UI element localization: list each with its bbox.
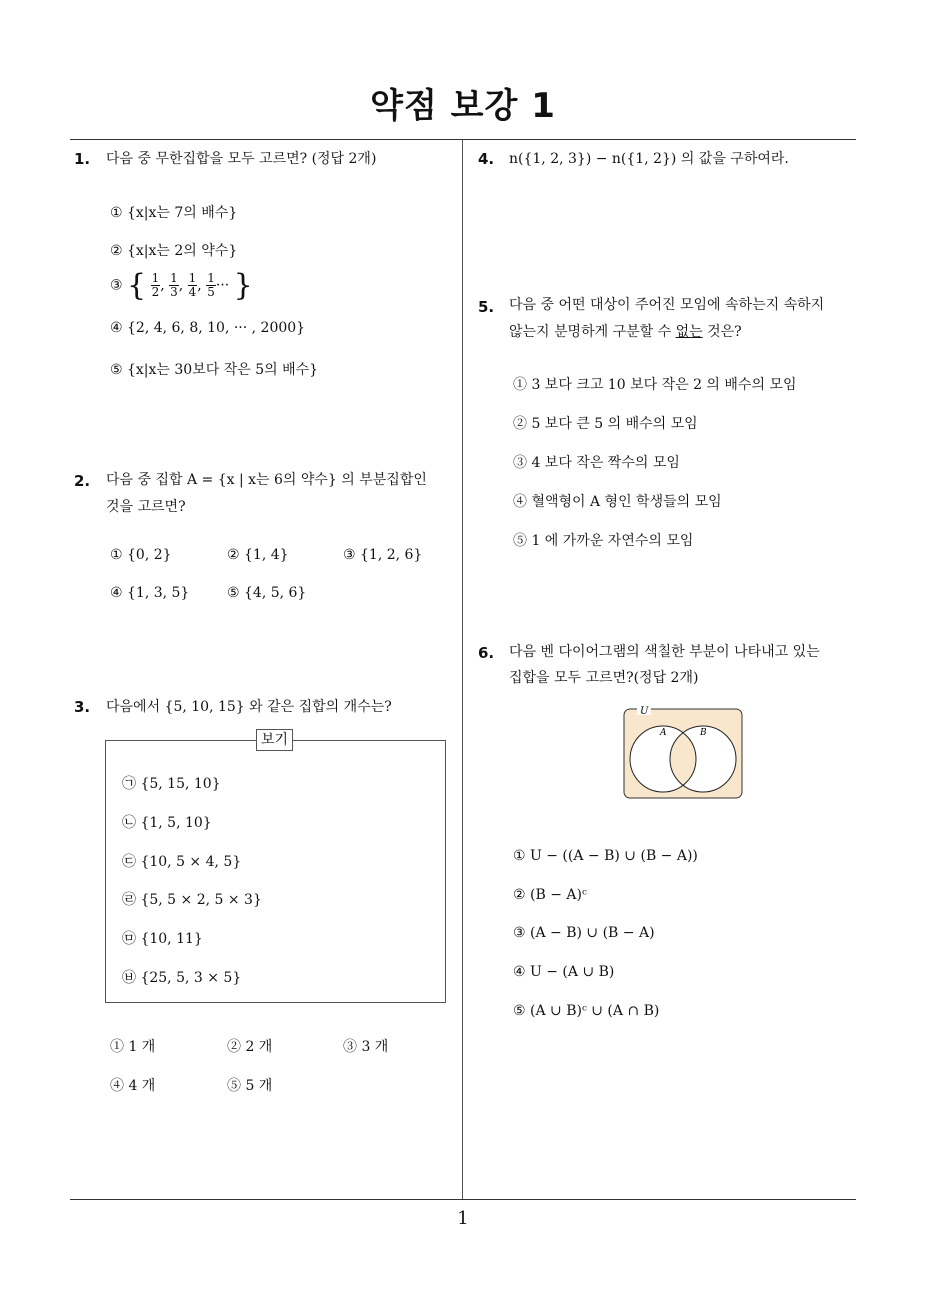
question-text: 다음 중 무한집합을 모두 고르면? (정답 2개) <box>106 151 377 167</box>
option-5[interactable]: ⑤ {x|x는 30보다 작은 5의 배수} <box>110 362 319 378</box>
option-3[interactable]: ③ 3 개 <box>343 1039 389 1055</box>
left-brace: { <box>127 268 147 303</box>
fraction: $\frac{1}{5}$ <box>207 271 215 299</box>
option-3[interactable]: ③ {1, 2, 6} <box>343 547 423 563</box>
option-5[interactable]: ⑤ 1 에 가까운 자연수의 모임 <box>513 533 694 549</box>
question-text-line-1: 다음 중 집합 A = {x | x는 6의 약수} 의 부분집합인 <box>106 472 427 488</box>
bottom-rule <box>70 1199 856 1200</box>
fraction: $\frac{1}{2}$ <box>151 271 160 299</box>
option-2[interactable]: ② 5 보다 큰 5 의 배수의 모임 <box>513 416 698 432</box>
option-5[interactable]: ⑤ 5 개 <box>227 1078 273 1094</box>
top-rule <box>70 139 856 140</box>
venn-b-label: B <box>700 728 707 738</box>
option-2[interactable]: ② (B − A)ᶜ <box>513 887 587 903</box>
option-1[interactable]: ① 1 개 <box>110 1039 156 1055</box>
question-number: 5. <box>478 298 495 316</box>
example-item: ㉤ {10, 11} <box>122 931 203 947</box>
venn-u-label: U <box>640 706 649 717</box>
example-item: ㉣ {5, 5 × 2, 5 × 3} <box>122 892 262 908</box>
question-text-line-2: 집합을 모두 고르면?(정답 2개) <box>509 670 699 686</box>
option-3[interactable]: ③ (A − B) ∪ (B − A) <box>513 925 655 941</box>
option-4[interactable]: ④ 4 개 <box>110 1078 156 1094</box>
option-4[interactable]: ④ {2, 4, 6, 8, 10, ··· , 2000} <box>110 320 306 336</box>
example-item: ㉡ {1, 5, 10} <box>122 815 212 831</box>
question-text-line-1: 다음 중 어떤 대상이 주어진 모임에 속하는지 속하지 <box>509 297 825 313</box>
question-text: n({1, 2, 3}) − n({1, 2}) 의 값을 구하여라. <box>509 151 789 167</box>
right-brace: } <box>233 268 253 303</box>
emphasis-underline: 없는 <box>675 324 703 340</box>
option-2[interactable]: ② 2 개 <box>227 1039 273 1055</box>
question-number: 2. <box>74 472 91 490</box>
option-2[interactable]: ② {1, 4} <box>227 547 289 563</box>
example-item: ㉢ {10, 5 × 4, 5} <box>122 854 242 870</box>
fraction: $\frac{1}{4}$ <box>188 271 197 299</box>
example-box-label: 보기 <box>256 729 293 751</box>
venn-a-label: A <box>660 728 667 738</box>
venn-diagram <box>622 705 744 801</box>
option-1[interactable]: ① U − ((A − B) ∪ (B − A)) <box>513 848 698 864</box>
example-item: ㉥ {25, 5, 3 × 5} <box>122 970 242 986</box>
option-4[interactable]: ④ 혈액형이 A 형인 학생들의 모임 <box>513 494 722 510</box>
question-text: 다음에서 {5, 10, 15} 와 같은 집합의 개수는? <box>106 699 392 715</box>
page-number: 1 <box>457 1208 469 1229</box>
option-5[interactable]: ⑤ {4, 5, 6} <box>227 585 307 601</box>
option-3[interactable]: ③ { $\frac{1}{2}$ , $\frac{1}{3}$ , $\frac{1}{4}$ , $\frac{1}{5}$ ··· } <box>110 268 253 303</box>
fraction: $\frac{1}{3}$ <box>170 271 178 299</box>
option-1[interactable]: ① 3 보다 크고 10 보다 작은 2 의 배수의 모임 <box>513 377 797 393</box>
page-title: 약점 보강 1 <box>370 86 556 126</box>
question-number: 4. <box>478 150 495 168</box>
question-text-line-1: 다음 벤 다이어그램의 색칠한 부분이 나타내고 있는 <box>509 644 820 660</box>
question-number: 3. <box>74 698 91 716</box>
option-4[interactable]: ④ {1, 3, 5} <box>110 585 190 601</box>
option-1[interactable]: ① {x|x는 7의 배수} <box>110 205 238 221</box>
option-5[interactable]: ⑤ (A ∪ B)ᶜ ∪ (A ∩ B) <box>513 1003 660 1019</box>
option-4[interactable]: ④ U − (A ∪ B) <box>513 964 615 980</box>
option-1[interactable]: ① {0, 2} <box>110 547 172 563</box>
option-3-marker: ③ <box>110 277 123 294</box>
question-text-line-2: 것을 고르면? <box>106 499 186 515</box>
option-2[interactable]: ② {x|x는 2의 약수} <box>110 243 238 259</box>
example-item: ㉠ {5, 15, 10} <box>122 776 221 792</box>
column-divider <box>462 140 463 1200</box>
question-text-line-2: 않는지 분명하게 구분할 수 없는 것은? <box>509 324 742 340</box>
question-number: 1. <box>74 150 91 168</box>
question-number: 6. <box>478 644 495 662</box>
option-3[interactable]: ③ 4 보다 작은 짝수의 모임 <box>513 455 680 471</box>
